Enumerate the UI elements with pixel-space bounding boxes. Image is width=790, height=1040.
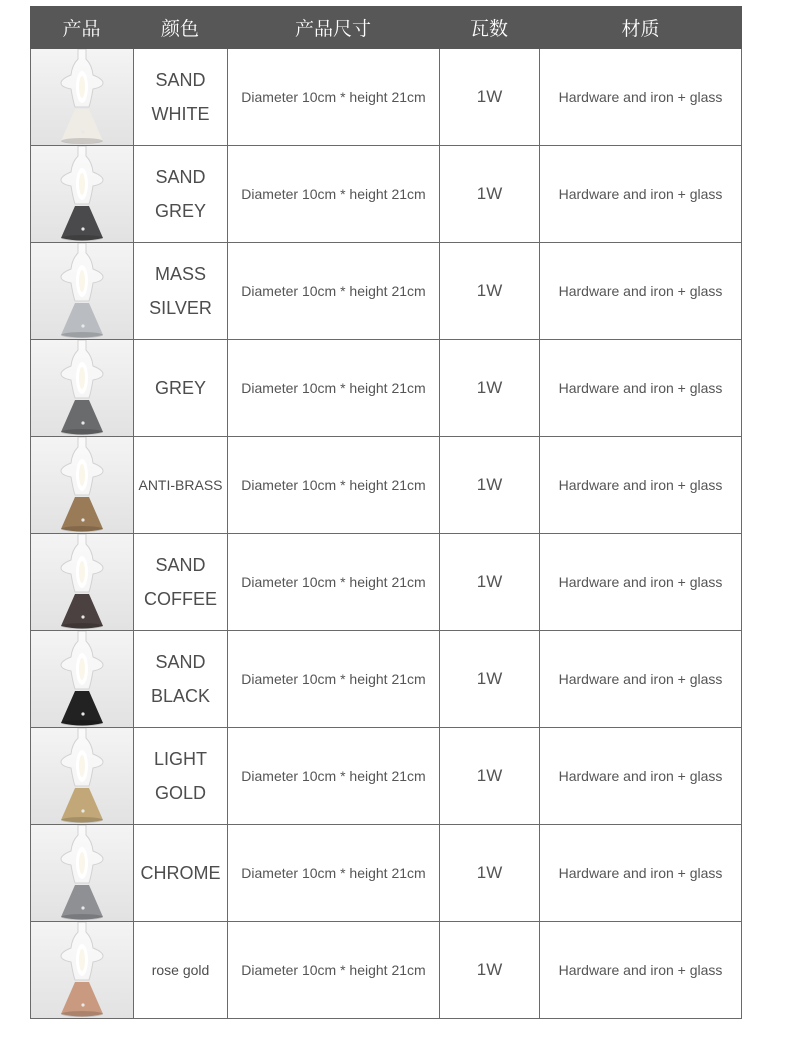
- color-line-1: CHROME: [140, 863, 221, 883]
- color-line-2: BLACK: [150, 686, 211, 706]
- color-cell: [133, 146, 227, 242]
- size-cell: Diameter 10cm * height 21cm: [227, 49, 439, 145]
- watt-cell: 1W: [439, 340, 539, 436]
- color-cell: [133, 825, 227, 921]
- watt-cell: 1W: [439, 922, 539, 1018]
- lamp-image: [31, 49, 133, 145]
- color-cell: [133, 631, 227, 727]
- table-row: [31, 727, 741, 824]
- watt-cell: 1W: [439, 825, 539, 921]
- lamp-image: [31, 728, 133, 824]
- size-cell: Diameter 10cm * height 21cm: [227, 728, 439, 824]
- material-cell: Hardware and iron + glass: [539, 340, 741, 436]
- header-watt: 瓦数: [469, 18, 508, 40]
- lamp-image: [31, 437, 133, 533]
- watt-cell: 1W: [439, 631, 539, 727]
- color-cell: [133, 49, 227, 145]
- table-row: [31, 921, 741, 1018]
- table-row: [31, 630, 741, 727]
- header-size: 产品尺寸: [294, 18, 371, 40]
- table-body: [30, 49, 742, 1019]
- color-line-1: SAND: [155, 652, 206, 672]
- watt-cell: 1W: [439, 146, 539, 242]
- table-row: [31, 436, 741, 533]
- color-cell: [133, 437, 227, 533]
- color-cell: [133, 534, 227, 630]
- color-cell: [133, 728, 227, 824]
- size-cell: Diameter 10cm * height 21cm: [227, 243, 439, 339]
- color-line-1: SAND: [155, 167, 206, 187]
- color-line-2: COFFEE: [143, 589, 217, 609]
- material-cell: Hardware and iron + glass: [539, 243, 741, 339]
- lamp-image: [31, 825, 133, 921]
- product-image: [31, 49, 133, 145]
- table-row: [31, 242, 741, 339]
- spec-table: [30, 6, 742, 1019]
- color-line-1: SAND: [155, 70, 206, 90]
- table-row: [31, 49, 741, 145]
- material-cell: Hardware and iron + glass: [539, 437, 741, 533]
- material-cell: Hardware and iron + glass: [539, 146, 741, 242]
- product-image: [31, 340, 133, 436]
- color-line-2: SILVER: [149, 298, 212, 318]
- color-cell: [133, 243, 227, 339]
- size-cell: Diameter 10cm * height 21cm: [227, 825, 439, 921]
- color-line-1: MASS: [154, 264, 206, 284]
- watt-cell: 1W: [439, 534, 539, 630]
- product-image: [31, 922, 133, 1018]
- table-row: [31, 533, 741, 630]
- material-cell: Hardware and iron + glass: [539, 922, 741, 1018]
- color-cell: [133, 922, 227, 1018]
- lamp-image: [31, 922, 133, 1018]
- lamp-image: [31, 243, 133, 339]
- product-image: [31, 825, 133, 921]
- watt-cell: 1W: [439, 728, 539, 824]
- color-line-1: SAND: [155, 555, 206, 575]
- header-product: 产品: [62, 18, 101, 40]
- size-cell: Diameter 10cm * height 21cm: [227, 631, 439, 727]
- table-row: [31, 824, 741, 921]
- lamp-image: [31, 340, 133, 436]
- product-image: [31, 631, 133, 727]
- material-cell: Hardware and iron + glass: [539, 631, 741, 727]
- size-cell: Diameter 10cm * height 21cm: [227, 146, 439, 242]
- color-line-1: GREY: [154, 378, 206, 398]
- color-line-1: rose gold: [151, 962, 210, 978]
- material-cell: Hardware and iron + glass: [539, 534, 741, 630]
- watt-cell: 1W: [439, 49, 539, 145]
- table-row: [31, 145, 741, 242]
- watt-cell: 1W: [439, 437, 539, 533]
- size-cell: Diameter 10cm * height 21cm: [227, 437, 439, 533]
- color-line-1: LIGHT: [153, 749, 207, 769]
- color-cell: [133, 340, 227, 436]
- table-header: [30, 6, 742, 49]
- watt-cell: 1W: [439, 243, 539, 339]
- color-line-2: GREY: [154, 201, 206, 221]
- material-cell: Hardware and iron + glass: [539, 825, 741, 921]
- material-cell: Hardware and iron + glass: [539, 49, 741, 145]
- lamp-image: [31, 534, 133, 630]
- color-line-2: WHITE: [151, 104, 210, 124]
- size-cell: Diameter 10cm * height 21cm: [227, 534, 439, 630]
- table-row: [31, 339, 741, 436]
- material-cell: Hardware and iron + glass: [539, 728, 741, 824]
- size-cell: Diameter 10cm * height 21cm: [227, 922, 439, 1018]
- product-image: [31, 146, 133, 242]
- header-material: 材质: [621, 18, 660, 40]
- product-image: [31, 728, 133, 824]
- header-color: 颜色: [160, 18, 199, 40]
- product-image: [31, 437, 133, 533]
- lamp-image: [31, 146, 133, 242]
- color-line-1: ANTI-BRASS: [138, 477, 223, 493]
- lamp-image: [31, 631, 133, 727]
- size-cell: Diameter 10cm * height 21cm: [227, 340, 439, 436]
- color-line-2: GOLD: [154, 783, 206, 803]
- product-image: [31, 534, 133, 630]
- product-image: [31, 243, 133, 339]
